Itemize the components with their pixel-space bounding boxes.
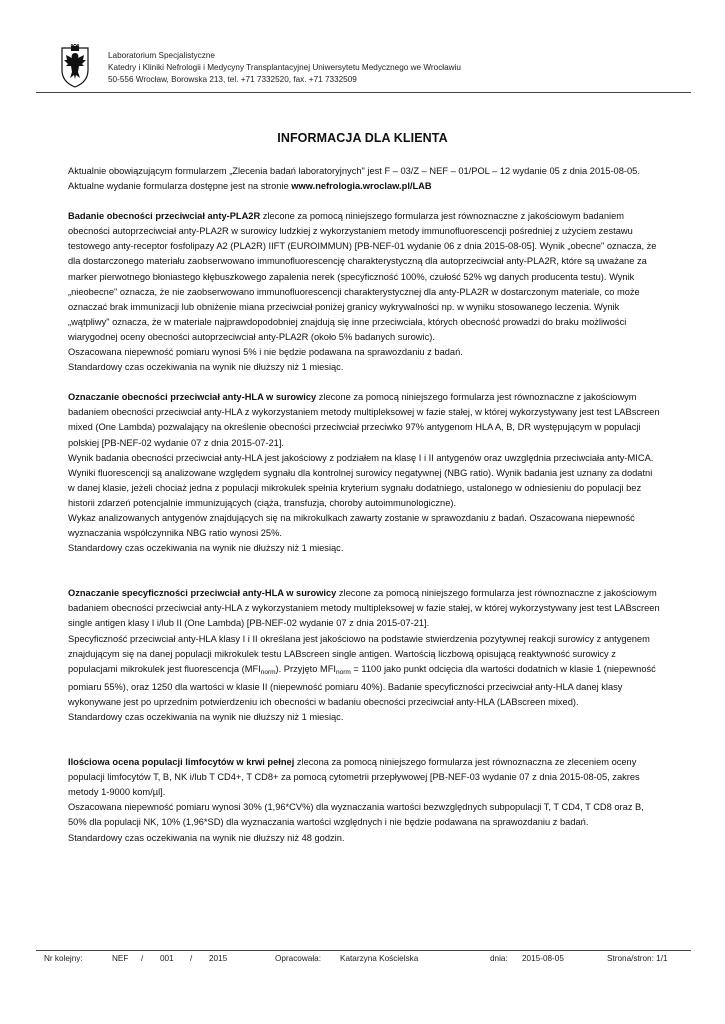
header-divider [36, 92, 691, 93]
section-lymphocytes-tat: Standardowy czas oczekiwania na wynik nie dłuższy niż 48 godzin. [68, 832, 345, 843]
footer-author: Katarzyna Kościelska [340, 954, 419, 963]
section-hla-presence: Oznaczanie obecności przeciwciał anty-HLA w surowicy zlecone za pomocą niniejszego formularza jest równoznaczne z jakościowym badaniem obecności przeciwciał anty-HLA z wykorzystaniem metody multipleksowej w fazie stałej, w której wykorzystywany jest test LABscreen mixed (One Lambda) pozwalający na określenie obecności przeciwciał przeciwko 97% antygenom HLA A, B, DR występującym w populacji polskiej [PB-NEF-02 wydanie 07 z dnia 2015-07-21]. [68, 392, 660, 448]
page-title: INFORMACJA DLA KLIENTA [277, 131, 448, 145]
footer-number-part-a: NEF [112, 954, 129, 963]
section-lymphocytes-heading: Ilościowa ocena populacji limfocytów w krwi pełnej [68, 757, 295, 768]
footer-page-count: Strona/stron: 1/1 [607, 954, 668, 963]
footer-date: 2015-08-05 [522, 954, 564, 963]
section-hla-presence-antigens: Wykaz analizowanych antygenów znajdujących się na mikrokulkach zawarty zostanie w sprawozdaniu z badań. Oszacowana niepewność wyznaczania współczynnika NBG ratio wynosi 25%. [68, 512, 635, 539]
footer-number-part-b: 001 [160, 954, 174, 963]
section-pla2r-heading: Badanie obecności przeciwciał anty-PLA2R [68, 211, 261, 222]
footer-date-label: dnia: [490, 954, 508, 963]
footer-divider [36, 950, 691, 951]
footer-separator-1: / [141, 954, 144, 963]
section-hla-presence-result: Wynik badania obecności przeciwciał anty-HLA jest jakościowy z podziałem na klasę I i II antygenów oraz uwzględnia przeciwciała anty-MICA. Wyniki fluorescencji są analizowane względem sygnału dla kontrolnej surowicy negatywnej (NBG ratio). Wynik badania jest uznany za dodatni w danej klasie, jeżeli chociaż jedna z populacji mikrokulek spełnia kryterium sygnału dodatniego, ustalonego w odniesieniu do populacji bez historii zdarzeń potencjalnie immunizujących (ciąża, transfuzja, choroby autoimmunologiczne). [68, 452, 654, 508]
form-url: www.nefrologia.wroclaw.pl/LAB [291, 181, 432, 192]
section-lymphocytes: Ilościowa ocena populacji limfocytów w krwi pełnej zlecona za pomocą niniejszego formularza jest równoznaczna ze zleceniem oceny populacji limfocytów T, B, NK i/lub T CD4+, T CD8+ za pomocą cytometrii przepływowej [PB-NEF-03 wydanie 07 z dnia 2015-08-05, zakres metody 1-9000 kom/µl]. [68, 757, 640, 798]
section-hla-specificity-details: Specyficzność przeciwciał anty-HLA klasy I i II określana jest jakościowo na podstawie stwierdzenia pozytywnej reakcji surowicy z antygenem znajdującym się na danej populacji mikrokulek testu LABscreen single antigen. Wartością liczbową opisującą reaktywność surowicy z populacjami mikrokulek jest fluorescencja $(MFI_{norm})$. Przyjęto $MFI_{norm} = 1100$ jako punkt odcięcia dla wartości dodatnich w klasie 1 (niepewność pomiaru 55%), oraz 1250 dla wartości w klasie II (niepewność pomiaru 40%). Badanie specyficzności przeciwciał anty-HLA danej klasy wykonywane jest po uprzednim potwierdzeniu ich obecności w badaniu obecności przeciwciał anty-HLA (LABscreen mixed). [68, 633, 656, 707]
section-hla-presence-tat: Standardowy czas oczekiwania na wynik nie dłuższy niż 1 miesiąc. [68, 543, 344, 554]
footer-number-label: Nr kolejny: [44, 954, 83, 963]
eagle-crest-icon [60, 44, 90, 88]
section-hla-specificity-tat: Standardowy czas oczekiwania na wynik nie dłuższy niż 1 miesiąc. [68, 712, 344, 722]
lab-name: Laboratorium Specjalistyczne [108, 51, 215, 60]
lab-address: 50-556 Wrocław, Borowska 213, tel. +71 7332520, fax. +71 7332509 [108, 75, 357, 84]
section-hla-specificity-heading: Oznaczanie specyficzności przeciwciał anty-HLA w surowicy [68, 588, 337, 599]
intro-paragraph: Aktualnie obowiązującym formularzem „Zlecenia badań laboratoryjnych" jest F – 03/Z – NEF – 01/POL – 12 wydanie 05 z dnia 2015-08-05. Aktualne wydanie formularza dostępne jest na stronie www.nefrologia.wroclaw.pl/LAB [68, 166, 640, 192]
department-name: Katedry i Kliniki Nefrologii i Medycyny Transplantacyjnej Uniwersytetu Medycznego we Wrocławiu [108, 63, 461, 72]
document-body [68, 164, 660, 846]
footer-number-part-c: 2015 [209, 954, 228, 963]
footer-separator-2: / [190, 954, 193, 963]
letterhead [60, 44, 670, 89]
section-hla-specificity: Oznaczanie specyficzności przeciwciał anty-HLA w surowicy zlecone za pomocą niniejszego formularza jest równoznaczne z jakościowym badaniem obecności przeciwciał anty-HLA z wykorzystaniem metody multipleksowej w fazie stałej, w której wykorzystywany jest test LABscreen single antigen klasy I i/lub II (One Lambda) [PB-NEF-02 wydanie 07 z dnia 2015-07-21]. [68, 588, 660, 629]
section-pla2r-uncertainty: Oszacowana niepewność pomiaru wynosi 5% i nie będzie podawana na sprawozdaniu z badań. [68, 347, 463, 358]
section-pla2r-tat: Standardowy czas oczekiwania na wynik nie dłuższy niż 1 miesiąc. [68, 362, 344, 373]
section-lymphocytes-uncertainty: Oszacowana niepewność pomiaru wynosi 30% (1,96*CV%) dla wyznaczania wartości bezwzględnych subpopulacji T, T CD4, T CD8 oraz B, 50% dla populacji NK, 10% (1,96*SD) dla wyznaczania wartości względnych i nie będzie podawana na sprawozdaniu z badań. [68, 802, 644, 828]
section-hla-presence-heading: Oznaczanie obecności przeciwciał anty-HLA w surowicy [68, 392, 317, 403]
section-pla2r: Badanie obecności przeciwciał anty-PLA2R zlecone za pomocą niniejszego formularza jest równoznaczne z jakościowym badaniem obecności autoprzeciwciał anty-PLA2R w surowicy ludzkiej z wykorzystaniem metody immunofluorescencji pośredniej z użyciem zestawu testowego anty-receptor fosfolipazy A2 (PLA2R) IIFT (EUROIMMUN) [PB-NEF-01 wydanie 06 z dnia 2015-08-05]. Wynik „obecne" oznacza, że dla dostarczonego materiału zaobserwowano immunofluorescencję charakterystyczną dla autoprzeciwciał anty-PLA2R, które są uważane za marker pierwotnego błoniastego kłębuszkowego zapalenia nerek (specyficzność 100%, czułość 52% wg danych producenta testu). Wynik „nieobecne" oznacza, że nie zaobserwowano immunofluorescencji charakterystycznej dla anty-PLA2R w dostarczonym materiale, co może oznaczać brak immunizacji lub obniżenie miana przeciwciał poniżej granicy wykrywalności np. w wyniku stosowanego leczenia. Wynik „wątpliwy" oznacza, że w materiale najprawdopodobniej znajdują się inne przeciwciała, których obecność prowadzi do braku możliwości wiarygodnej oceny obecności autoprzeciwciał anty-PLA2R (około 5% badanych surowic). [68, 211, 657, 342]
footer-author-label: Opracowała: [275, 954, 321, 963]
